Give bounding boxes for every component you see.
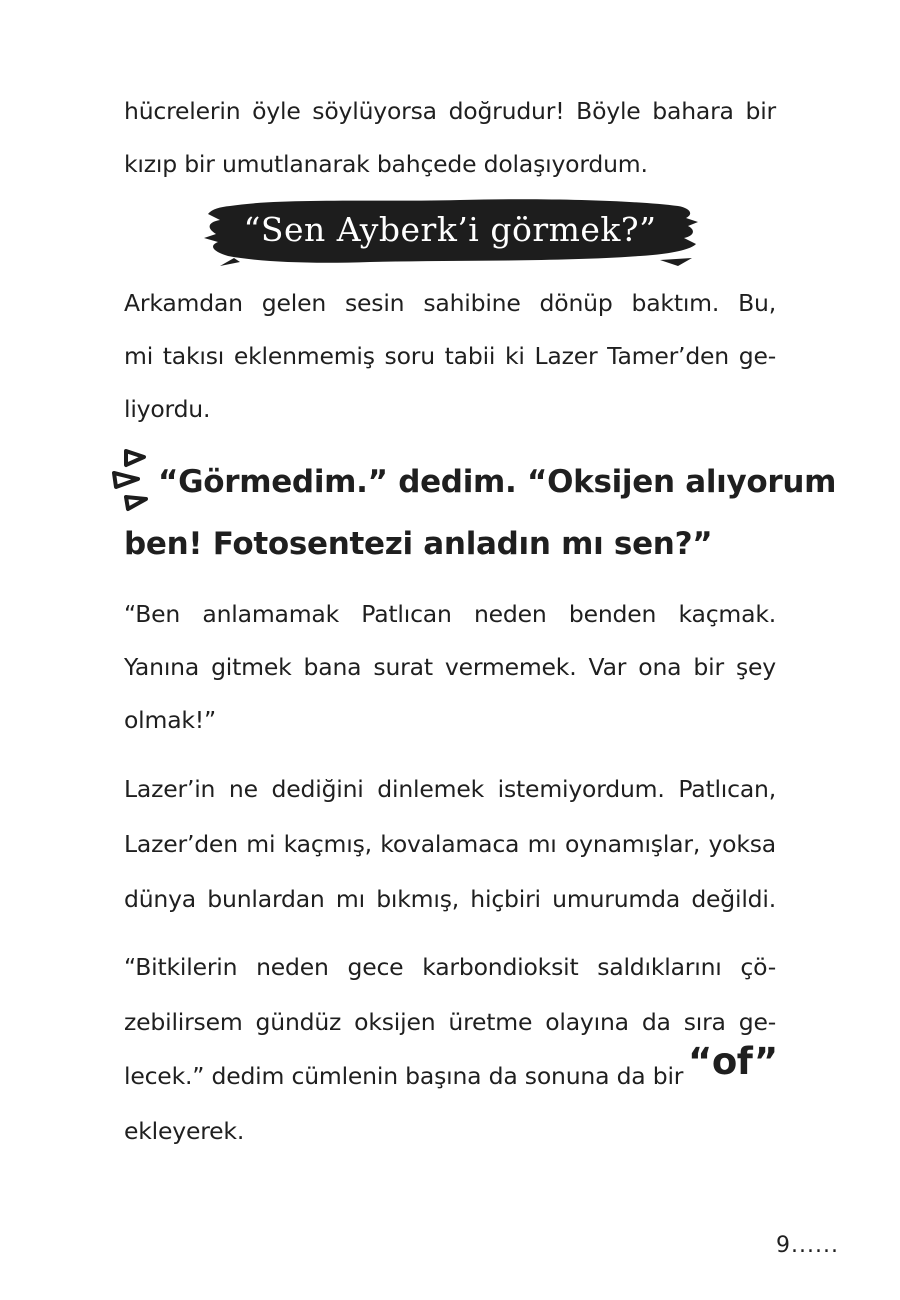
text-line: olmak!” <box>124 706 217 734</box>
text-line: mi takısı eklenmemiş soru tabii ki Lazer Tamer’den ge- <box>124 342 776 370</box>
text-line: Arkamdan gelen sesin sahibine dönüp baktım. Bu, <box>124 289 776 317</box>
text-line: lecek.” dedim cümlenin başına da sonuna da bir <box>124 1062 684 1090</box>
text-line: Yanına gitmek bana surat vermemek. Var ona bir şey <box>124 653 776 681</box>
emphasis-line: ben! Fotosentezi anladın mı sen?” <box>124 526 713 562</box>
text-line: Lazer’den mi kaçmış, kovalamaca mı oynamışlar, yoksa <box>124 830 776 858</box>
shout-marks-icon <box>108 447 156 513</box>
text-line: ekleyerek. <box>124 1117 245 1145</box>
banner-text: “Sen Ayberk’i görmek?” <box>243 209 657 249</box>
text-line: “Ben anlamamak Patlıcan neden benden kaçmak. <box>124 600 776 628</box>
text-line: Lazer’in ne dediğini dinlemek istemiyordum. Patlıcan, <box>124 775 776 803</box>
page-number: 9...... <box>776 1233 839 1258</box>
text-line: “Bitkilerin neden gece karbondioksit saldıklarını çö- <box>124 953 776 981</box>
of-word: “of” <box>688 1040 778 1083</box>
text-line: dünya bunlardan mı bıkmış, hiçbiri umurumda değildi. <box>124 885 776 913</box>
text-line: kızıp bir umutlanarak bahçede dolaşıyordum. <box>124 150 648 178</box>
speech-banner <box>200 192 700 274</box>
text-line: liyordu. <box>124 395 211 423</box>
emphasis-line: “Görmedim.” dedim. “Oksijen alıyorum <box>158 464 837 500</box>
text-line: hücrelerin öyle söylüyorsa doğrudur! Böyle bahara bir <box>124 97 776 125</box>
text-line: zebilirsem gündüz oksijen üretme olayına da sıra ge- <box>124 1008 776 1036</box>
